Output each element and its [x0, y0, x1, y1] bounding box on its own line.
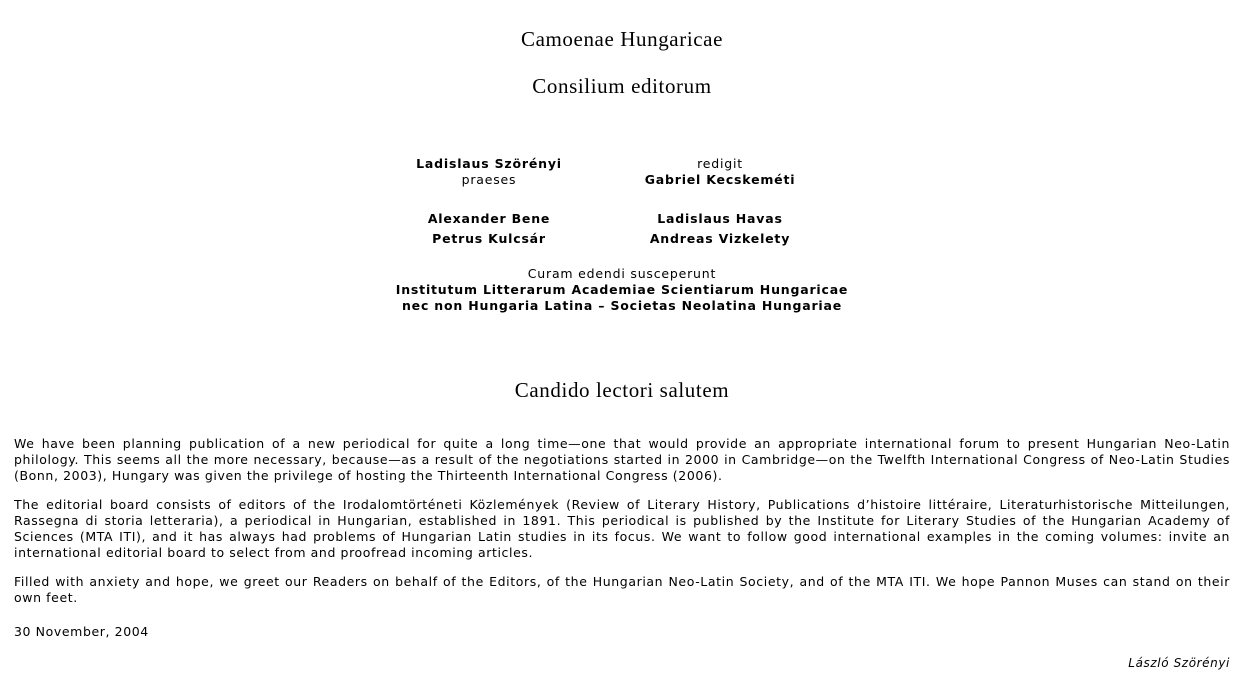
series-title: Camoenae Hungaricae: [520, 27, 724, 51]
praeses-role: praeses: [461, 172, 517, 187]
board-member: Ladislaus Havas: [657, 211, 783, 226]
article-date: 30 November, 2004: [14, 624, 149, 639]
curam-label: Curam edendi susceperunt: [527, 266, 717, 281]
board-member: Andreas Vizkelety: [649, 231, 791, 246]
praeses-name: Ladislaus Szörényi: [416, 156, 562, 171]
institution-line: nec non Hungaria Latina – Societas Neolatina Hungariae: [401, 298, 843, 313]
redigit-name: Gabriel Kecskeméti: [644, 172, 796, 187]
board-member: Alexander Bene: [427, 211, 551, 226]
article-heading: Candido lectori salutem: [514, 378, 730, 402]
institution-line: Institutum Litterarum Academiae Scientiarum Hungaricae: [395, 282, 849, 297]
redigit-label: redigit: [697, 156, 743, 171]
board-member: Petrus Kulcsár: [432, 231, 546, 246]
article-signature: László Szörényi: [1128, 656, 1230, 670]
board-heading: Consilium editorum: [532, 74, 712, 98]
article-paragraph: The editorial board consists of editors of the Irodalomtörténeti Közlemények (Review of Literary History, Publications d’histoire littéraire, Literaturhistorische Mitteilungen, Rassegna di storia letteraria), a periodical in Hungarian, established in 1891. This periodical is published by the Institute for Literary Studies of the Hungarian Academy of Sciences (MTA ITI), and it has always had problems of Hungarian Latin studies in its focus. We want to follow good international examples in the coming volumes: invite an international editorial board to select from and proofread incoming articles.: [14, 497, 1230, 560]
article-paragraph: We have been planning publication of a new periodical for quite a long time—one that would provide an appropriate international forum to present Hungarian Neo-Latin philology. This seems all the more necessary, because—as a result of the negotiations started in 2000 in Cambridge—on the Twelfth International Congress of Neo-Latin Studies (Bonn, 2003), Hungary was given the privilege of hosting the Thirteenth International Congress (2006).: [14, 436, 1230, 483]
article-paragraph: Filled with anxiety and hope, we greet our Readers on behalf of the Editors, of the Hungarian Neo-Latin Society, and of the MTA ITI. We hope Pannon Muses can stand on their own feet.: [14, 574, 1230, 605]
